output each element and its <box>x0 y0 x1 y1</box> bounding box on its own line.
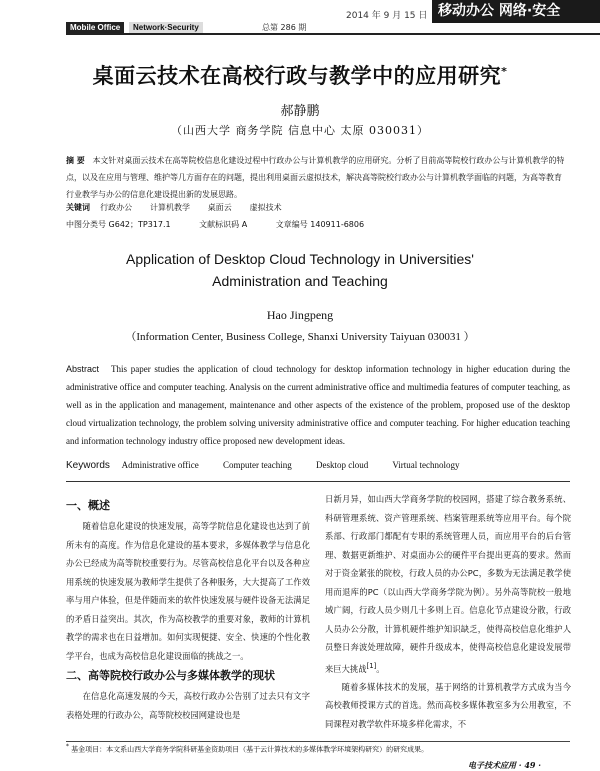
paragraph: 日新月异，如山西大学商务学院的校园网，搭建了综合教务系统、科研管理系统、资产管理系统、档案管理系统等应用平台。每个院系部、行政部门都配有专职的系统管理人员，而应用平台的后台管理、数据更新维护、对桌面办公的硬件平台提出更高的要求。然而对于资金紧张的院校，行政人员的办公PC，多数为无法满足教学使用而退库的PC（以山西大学商务学院为例）。另外高等院校一般地域广阔，行政人员少则几十多则上百。信息化节点建设分散，行政人员办公分散，计算机硬件维护知识缺乏，使得高校信息化维护人员整日奔波处理故障，硬件升级成本，使得高校信息化建设发展带来巨大挑战[1]。 <box>325 494 571 674</box>
abstract-english <box>66 360 570 450</box>
footnote-mark: * <box>66 744 69 750</box>
keyword: 桌面云 <box>207 203 232 212</box>
body-right-column <box>325 490 571 733</box>
body-left-column <box>66 495 310 724</box>
title-english: Application of Desktop Cloud Technology in Universities' Administration and Teaching <box>126 251 474 289</box>
article-number: 文章编号 140911-6806 <box>275 220 365 229</box>
keywords-label: 关键词 <box>66 203 90 212</box>
abstract-en-label: Abstract <box>66 364 100 374</box>
paragraph: 随着信息化建设的快速发展，高等学院信息化建设也达到了前所未有的高度。作为信息化建设的基本要求，多媒体教学与信息化办公已经成为高等院校重要行为。尽管高校信息化平台以及各种应用系统的快速发展为教师学生提供了各种服务，大大提高了工作效率与用户体验，但是伴随而来的软件快速发展与硬件设备无法满足的矛盾日益突出。其次，作为高校教学的重要对象，教师的计算机教学的需求也在日益增加。如何实现便捷、安全、快速的个性化教学平台，也成为高校信息化建设面临的挑战之一。 <box>66 521 310 661</box>
page-footer: 电子技术应用 · 49 · <box>468 760 542 770</box>
keyword: 行政办公 <box>100 203 133 212</box>
page-header <box>0 0 600 34</box>
keyword: 虚拟技术 <box>249 203 282 212</box>
affiliation-english: （Information Center, Business College, Shanxi University Taiyuan 030031 ） <box>125 331 475 343</box>
abstract-label: 摘 要 <box>66 156 85 165</box>
title-chinese: 桌面云技术在高校行政与教学中的应用研究* <box>92 64 508 88</box>
abstract-chinese <box>66 152 566 203</box>
classification-line <box>66 219 390 230</box>
journal-brand-banner: 移动办公 网络·安全 <box>432 0 600 23</box>
keyword: 计算机教学 <box>149 203 190 212</box>
keyword-en: Virtual technology <box>392 460 460 470</box>
keywords-english <box>66 460 482 471</box>
keywords-en-label: Keywords <box>66 460 110 471</box>
footnote-divider <box>66 741 570 742</box>
issue-date: 2014 年 9 月 15 日 <box>346 11 428 21</box>
document-code: 文献标识码 A <box>199 220 248 229</box>
citation: [1] <box>366 661 377 670</box>
keyword-en: Desktop cloud <box>315 460 369 470</box>
tag-network-security: Network·Security <box>129 22 203 33</box>
clc-number: 中图分类号 G642；TP317.1 <box>66 220 171 229</box>
author-english: Hao Jingpeng <box>266 308 334 322</box>
paragraph: 在信息化高速发展的今天，高校行政办公告别了过去只有文字表格处理的行政办公，高等院校校园网建设也是 <box>66 691 310 720</box>
keyword-en: Computer teaching <box>222 460 292 470</box>
section-divider <box>66 481 570 482</box>
title-footnote-mark: * <box>501 65 508 78</box>
section-heading: 一、概述 <box>66 499 110 512</box>
issue-number: 总第 286 期 <box>262 23 307 32</box>
abstract-en-text: This paper studies the application of cloud technology for desktop information technology in higher education during the administrative office and computer teaching. Analysis on the current administrative office and multimedia features of computer teaching, as well as in the application and management, maintenance and other aspects of the existence of the problem, proposed use of the desktop cloud virtualization technology, the problem solving university administrative office and computer teaching. For higher education teaching and information technology industry office proposed new development ideas. <box>66 364 570 446</box>
paragraph: 随着多媒体技术的发展，基于网络的计算机教学方式成为当今高校教师授课方式的首选。然而高校多媒体教室多为公用教室，不同课程对教学软件环境多样化需求，不 <box>325 681 571 729</box>
header-bar <box>66 22 600 35</box>
keyword-en: Administrative office <box>121 460 199 470</box>
section-heading: 二、高等院校行政办公与多媒体教学的现状 <box>66 669 275 682</box>
abstract-text: 本文针对桌面云技术在高等院校信息化建设过程中行政办公与计算机教学的应用研究。分析了目前高等院校行政办公与计算机教学的特点，以及在应用与管理、维护等几方面存在的问题，提出利用桌面云虚拟技术，解决高等院校行政办公与计算机教学面临的问题，为高等教育行业教学与办公的信息化建设提出新的发展思路。 <box>66 156 565 199</box>
tag-mobile-office: Mobile Office <box>66 22 124 33</box>
footnote: * 基金项目：本文系山西大学商务学院科研基金资助项目（基于云计算技术的多媒体教学环境架构研究）的研究成果。 <box>66 744 429 754</box>
author-chinese: 郝静鹏 <box>280 104 320 119</box>
keywords-chinese <box>66 202 282 213</box>
affiliation-chinese: （山西大学 商务学院 信息中心 太原 030031） <box>171 124 429 137</box>
